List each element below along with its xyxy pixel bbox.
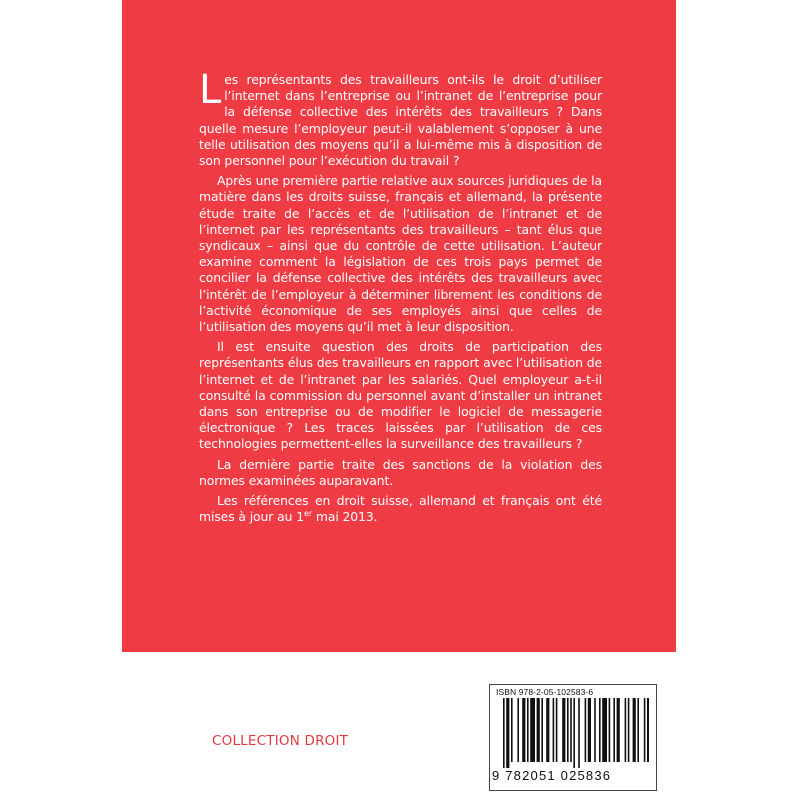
- barcode-bar: [556, 698, 558, 762]
- barcode-bar: [588, 698, 591, 762]
- barcode-bar: [578, 698, 580, 768]
- barcode-bar: [625, 698, 627, 762]
- barcode-graphic: [501, 698, 649, 768]
- barcode-bar: [567, 698, 569, 762]
- blurb-paragraph-4: La dernière partie traite des sanctions de la violation des normes examinées auparavant.: [199, 456, 602, 488]
- blurb-paragraph-5-text: Les références en droit suisse, allemand et français ont été mises à jour au 1: [199, 493, 602, 525]
- barcode-bar: [527, 698, 529, 762]
- barcode-bar: [633, 698, 636, 762]
- barcode-bar: [570, 698, 572, 762]
- barcode-bar: [594, 698, 596, 762]
- barcode-bar: [617, 698, 620, 762]
- barcode-bar: [613, 698, 615, 762]
- blurb-text: [199, 67, 602, 529]
- blurb-paragraph-3: Il est ensuite question des droits de participation des représentants élus des travailleurs en rapport avec l’utilisation de l’internet et de l’intranet par les salariés. Quel employeur a-t-il consulté la commission du personnel avant d’installer un intranet dans son entreprise ou de modifier le logiciel de messagerie électronique ? Les traces laissées par l’utilisation de ces technologies permettent-elles la surveillance des travailleurs ?: [199, 339, 602, 452]
- blurb-paragraph-1-text: es représentants des travailleurs ont-ils le droit d’utiliser l’internet dans l’entreprise ou l’intranet de l’entreprise pour la défense collective des intérêts des travailleurs ? Dans quelle mesure l’employeur peut-il valablement s’opposer à une telle utilisation des moyens qu’il a lui-même mis à disposition de son personnel pour l’exécution du travail ?: [199, 72, 602, 169]
- barcode-digits: 9 782051 025836: [492, 768, 612, 783]
- isbn-label: ISBN 978-2-05-102583-6: [496, 687, 594, 697]
- blurb-paragraph-2: Après une première partie relative aux sources juridiques de la matière dans les droits suisse, français et allemand, la présente étude traite de l’accès et de l’utilisation de l’intranet et de l’internet par les représentants des travailleurs – tant élus que syndicaux – ainsi que du contrôle de cette utilisation. L’auteur examine comment la législation de ces trois pays permet de concilier la défense collective des intérêts des travailleurs avec l’intérêt de l’employeur à déterminer librement les conditions de l’activité économique de ses employés ainsi que celles de l’utilisation des moyens qu’il met à leur disposition.: [199, 173, 602, 335]
- barcode-bar: [517, 698, 519, 762]
- barcode-bar: [530, 698, 535, 762]
- barcode-bar: [637, 698, 639, 762]
- barcode-bar: [522, 698, 525, 762]
- barcode-bar: [644, 698, 646, 762]
- barcode-bar: [553, 698, 555, 762]
- barcode-bar: [506, 698, 509, 768]
- barcode-bar: [585, 698, 587, 762]
- barcode-bar: [562, 698, 565, 762]
- drop-cap: L: [199, 67, 222, 113]
- barcode-bar: [599, 698, 601, 762]
- collection-title: COLLECTION DROIT: [212, 733, 349, 749]
- barcode-bar: [503, 698, 505, 768]
- blurb-paragraph-5: [199, 493, 602, 525]
- barcode-bar: [546, 698, 549, 762]
- barcode-bar: [628, 698, 630, 762]
- barcode-bar: [609, 698, 611, 762]
- barcode-bar: [541, 698, 543, 762]
- barcode-bar: [647, 698, 649, 762]
- barcode-bar: [573, 698, 575, 768]
- barcode-bar: [537, 698, 540, 762]
- barcode-bar: [511, 698, 513, 762]
- blurb-paragraph-1: [199, 67, 602, 169]
- blurb-paragraph-5-end: mai 2013.: [312, 509, 378, 525]
- ordinal-superscript: er: [304, 509, 313, 519]
- barcode-bar: [602, 698, 607, 762]
